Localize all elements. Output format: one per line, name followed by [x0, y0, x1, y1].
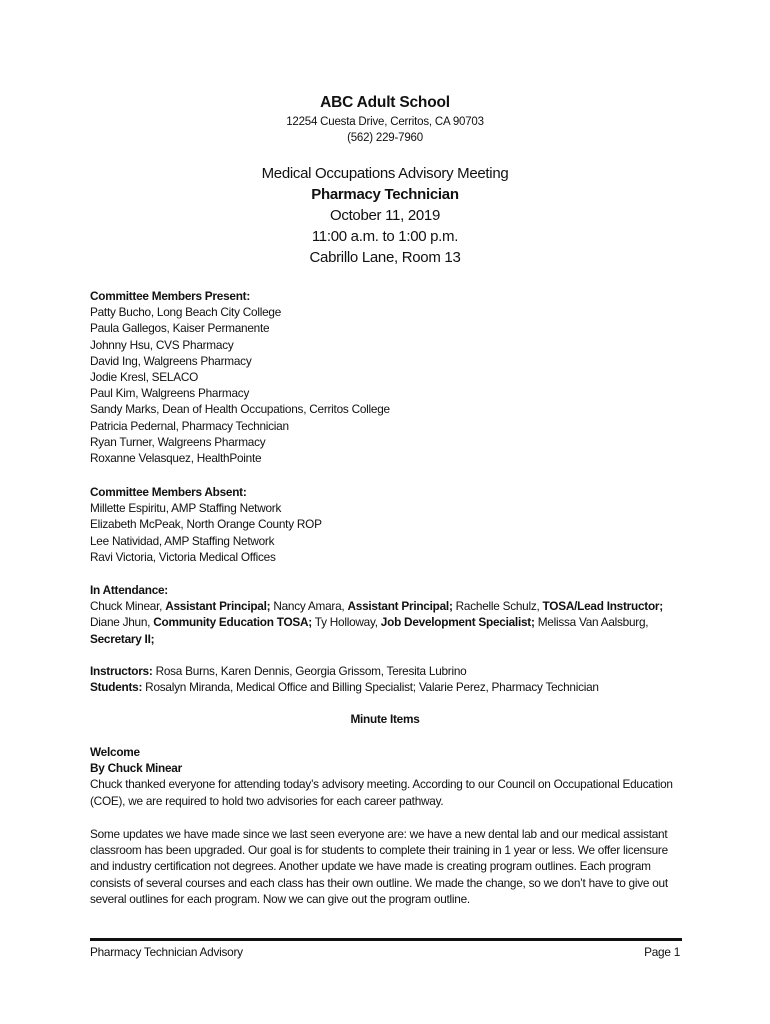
member-present-item: Jodie Kresl, SELACO: [90, 370, 199, 385]
member-present-item: Johnny Hsu, CVS Pharmacy: [90, 337, 234, 352]
member-absent-item: Lee Natividad, AMP Staffing Network: [90, 533, 275, 548]
attendee-name: Nancy Amara,: [270, 599, 348, 614]
members-absent-section: [90, 484, 690, 565]
attendee-role: TOSA/Lead Instructor;: [542, 599, 663, 614]
welcome-section: [90, 744, 690, 809]
attendee-name: Diane Jhun,: [90, 615, 154, 630]
students-label: Students:: [90, 680, 143, 695]
instructors-line: [90, 663, 690, 679]
school-name: ABC Adult School: [320, 94, 450, 111]
member-present-item: Patricia Pedernal, Pharmacy Technician: [90, 418, 289, 433]
attendee-role: Job Development Specialist;: [380, 615, 535, 630]
attendance-line-3: Secretary II;: [90, 631, 155, 646]
welcome-presenter: By Chuck Minear: [90, 761, 182, 776]
member-present-item: Paula Gallegos, Kaiser Permanente: [90, 321, 270, 336]
member-absent-item: Millette Espiritu, AMP Staffing Network: [90, 501, 282, 516]
meeting-location: Cabrillo Lane, Room 13: [309, 249, 461, 266]
member-present-item: Patty Bucho, Long Beach City College: [90, 305, 282, 320]
attendance-line-1: [90, 598, 690, 614]
member-absent-item: Elizabeth McPeak, North Orange County ROP: [90, 517, 322, 532]
updates-paragraph-line: and industry certification not degrees. Another update we have made is creating program outlines. Each program: [90, 859, 651, 874]
members-present-heading: Committee Members Present:: [90, 289, 251, 303]
member-present-item: Sandy Marks, Dean of Health Occupations, Cerritos College: [90, 402, 390, 417]
minute-items-heading: Minute Items: [350, 712, 420, 726]
attendee-name: Chuck Minear,: [90, 599, 166, 614]
members-present-section: [90, 288, 690, 466]
program-name: Pharmacy Technician: [311, 186, 459, 203]
instructors-value: Rosa Burns, Karen Dennis, Georgia Grissom, Teresita Lubrino: [152, 664, 467, 678]
member-absent-item: Ravi Victoria, Victoria Medical Offices: [90, 549, 276, 564]
updates-paragraph-line: consists of several courses and each class has their own outline. We made the change, so we don’t have to give out: [90, 875, 668, 890]
member-present-item: Roxanne Velasquez, HealthPointe: [90, 451, 262, 466]
meeting-title: Medical Occupations Advisory Meeting: [261, 165, 509, 182]
school-phone: (562) 229-7960: [347, 132, 423, 144]
school-address: 12254 Cuesta Drive, Cerritos, CA 90703: [286, 116, 484, 128]
members-absent-heading: Committee Members Absent:: [90, 485, 247, 499]
updates-paragraph-line: classroom has been upgraded. Our goal is for students to complete their training in 1 year or less. We offer licensure: [90, 843, 668, 858]
attendee-role: Community Education TOSA;: [153, 615, 312, 630]
member-present-item: Paul Kim, Walgreens Pharmacy: [90, 386, 250, 401]
attendee-role: Assistant Principal;: [165, 599, 271, 614]
footer-title: Pharmacy Technician Advisory: [90, 945, 243, 959]
meeting-date: October 11, 2019: [330, 207, 440, 224]
meeting-time: 11:00 a.m. to 1:00 p.m.: [311, 228, 459, 245]
attendee-name: Rachelle Schulz,: [452, 599, 543, 614]
welcome-paragraph-line: (COE), we are required to hold two advisories for each career pathway.: [90, 793, 444, 808]
member-present-item: David Ing, Walgreens Pharmacy: [90, 353, 252, 368]
attendee-name: Ty Holloway,: [311, 615, 381, 630]
updates-paragraph-line: several outlines for each program. Now we can give out the program outline.: [90, 891, 470, 906]
welcome-paragraph-line: Chuck thanked everyone for attending today’s advisory meeting. According to our Council on Occupational Education: [90, 777, 673, 792]
page-number: Page 1: [644, 945, 680, 959]
attendance-section: [90, 582, 690, 647]
attendee-role: Assistant Principal;: [347, 599, 453, 614]
updates-paragraph-line: Some updates we have made since we last seen everyone are: we have a new dental lab and our medical assistant: [90, 827, 668, 841]
instructors-students-section: [90, 663, 690, 695]
updates-paragraph: [90, 826, 690, 907]
attendee-name: Melissa Van Aalsburg,: [534, 615, 649, 630]
footer-divider: [90, 938, 682, 941]
students-value: Rosalyn Miranda, Medical Office and Billing Specialist; Valarie Perez, Pharmacy Technician: [142, 680, 599, 695]
member-present-item: Ryan Turner, Walgreens Pharmacy: [90, 434, 266, 449]
instructors-label: Instructors:: [90, 664, 153, 678]
welcome-heading: Welcome: [90, 745, 140, 759]
students-line: [90, 679, 690, 695]
attendance-line-2: [90, 614, 690, 630]
attendance-heading: In Attendance:: [90, 583, 168, 597]
